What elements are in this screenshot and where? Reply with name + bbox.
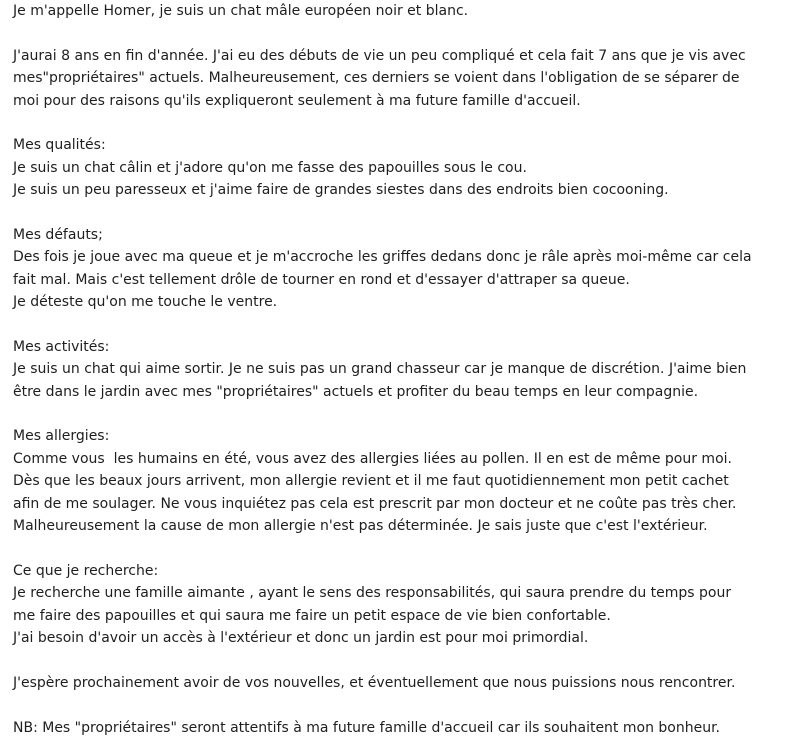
text-line: Je recherche une famille aimante , ayant le sens des responsabilités, qui saura prendre du temps pour <box>13 585 732 602</box>
paragraph-note <box>13 717 799 739</box>
text-line: Je déteste qu'on me touche le ventre. <box>13 294 278 311</box>
text-line: Je m'appelle Homer, je suis un chat mâle européen noir et blanc. <box>13 3 469 19</box>
section-heading: Mes qualités: <box>13 137 106 154</box>
paragraph-allergies <box>13 425 799 537</box>
section-heading: Mes défauts; <box>13 226 103 243</box>
paragraph-spacer <box>13 202 799 224</box>
text-line: Dès que les beaux jours arrivent, mon allergie revient et il me faut quotidiennement mon petit cachet <box>13 473 729 490</box>
paragraph-activities <box>13 336 799 403</box>
text-line: Comme vous les humains en été, vous avez des allergies liées au pollen. Il en est de même pour moi. <box>13 450 732 467</box>
text-line: moi pour des raisons qu'ils expliqueront seulement à ma future famille d'accueil. <box>13 92 581 109</box>
text-line: Je suis un chat qui aime sortir. Je ne suis pas un grand chasseur car je manque de discrétion. J'aime bien <box>13 361 747 378</box>
text-line: J'aurai 8 ans en fin d'année. J'ai eu des débuts de vie un peu compliqué et cela fait 7 ans que je vis avec <box>13 47 746 64</box>
text-line: J'espère prochainement avoir de vos nouvelles, et éventuellement que nous puissions nous rencontrer. <box>13 674 736 691</box>
paragraph-intro <box>13 0 799 22</box>
text-line: afin de me soulager. Ne vous inquiétez pas cela est prescrit par mon docteur et ne coûte pas très cher. <box>13 495 737 512</box>
text-line: Je suis un peu paresseux et j'aime faire de grandes siestes dans des endroits bien cocooning. <box>13 182 669 199</box>
paragraph-looking-for <box>13 560 799 650</box>
text-line: Je suis un chat câlin et j'adore qu'on me fasse des papouilles sous le cou. <box>13 159 527 176</box>
text-line: Malheureusement la cause de mon allergie n'est pas déterminée. Je sais juste que c'est l'extérieur. <box>13 517 708 534</box>
text-line: être dans le jardin avec mes "propriétaires" actuels et profiter du beau temps en leur compagnie. <box>13 383 699 400</box>
text-line: J'ai besoin d'avoir un accès à l'extérieur et donc un jardin est pour moi primordial. <box>13 629 589 646</box>
paragraph-flaws <box>13 224 799 314</box>
paragraph-closing <box>13 672 799 694</box>
paragraph-spacer <box>13 694 799 716</box>
paragraph-spacer <box>13 112 799 134</box>
text-line: me faire des papouilles et qui saura me faire un petit espace de vie bien confortable. <box>13 607 611 624</box>
text-line: fait mal. Mais c'est tellement drôle de tourner en rond et d'essayer d'attraper sa queue. <box>13 271 630 288</box>
paragraph-spacer <box>13 537 799 559</box>
paragraph-age <box>13 45 799 112</box>
text-line: mes"propriétaires" actuels. Malheureusement, ces derniers se voient dans l'obligation de se séparer de <box>13 70 740 87</box>
document-body <box>13 0 799 739</box>
text-line: Des fois je joue avec ma queue et je m'accroche les griffes dedans donc je râle après moi-même car cela <box>13 249 752 266</box>
paragraph-qualities <box>13 134 799 201</box>
section-heading: Mes allergies: <box>13 428 110 445</box>
paragraph-spacer <box>13 313 799 335</box>
text-line: NB: Mes "propriétaires" seront attentifs à ma future famille d'accueil car ils souhaitent mon bonheur. <box>13 719 720 736</box>
paragraph-spacer <box>13 22 799 44</box>
section-heading: Mes activités: <box>13 338 110 355</box>
paragraph-spacer <box>13 649 799 671</box>
section-heading: Ce que je recherche: <box>13 562 159 579</box>
paragraph-spacer <box>13 403 799 425</box>
